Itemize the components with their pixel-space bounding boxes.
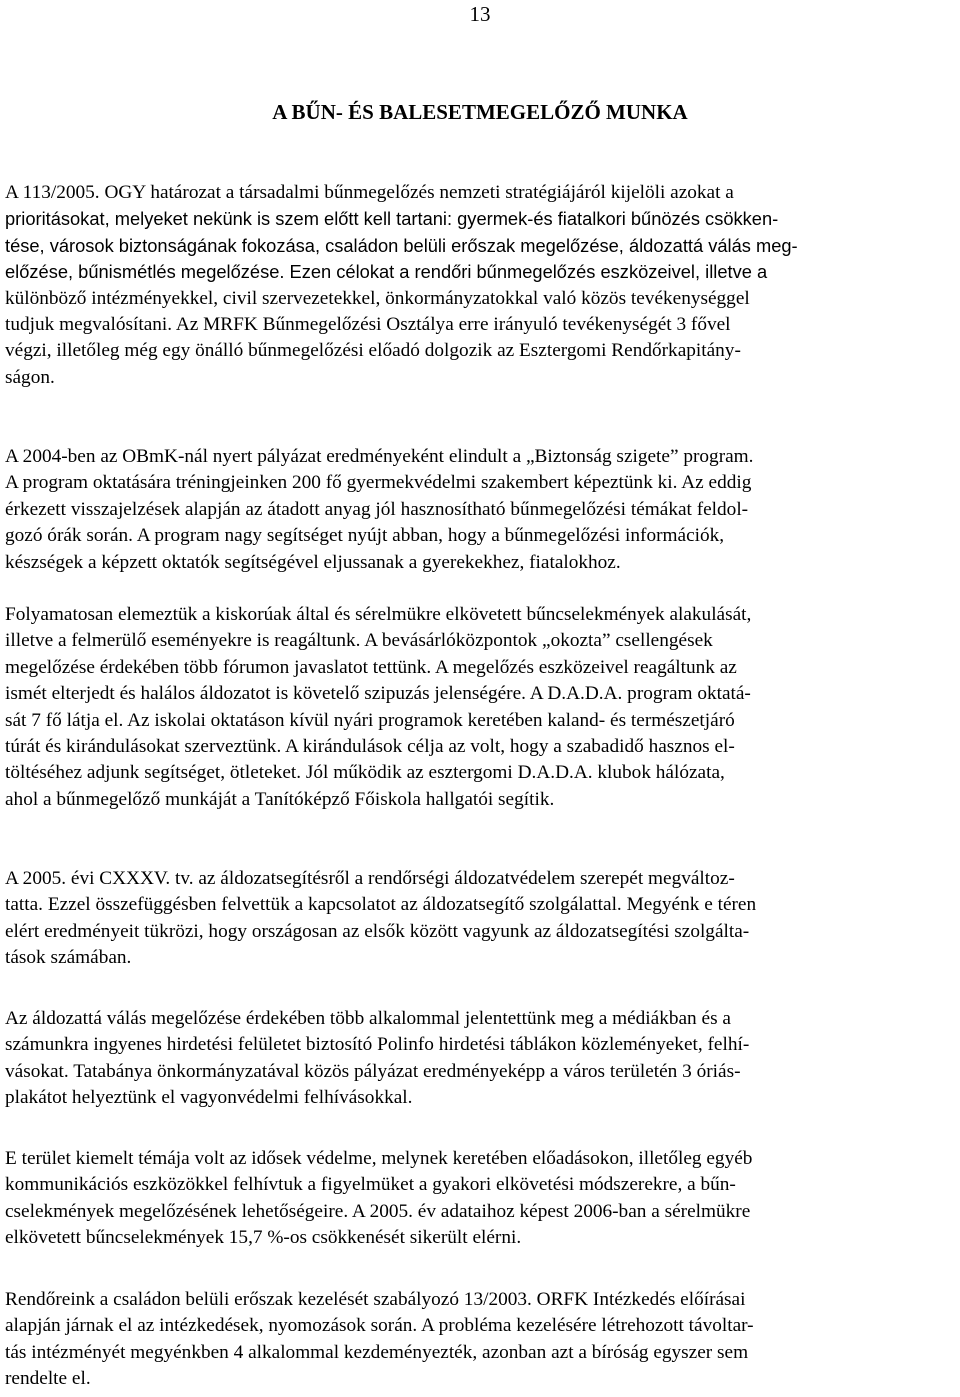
text-line: A 2004-ben az OBmK-nál nyert pályázat eredményeként elindult a „Biztonság szigete” program. — [5, 446, 754, 467]
text-line: megelőzése érdekében több fórumon javaslatot tettünk. A megelőzés eszközeivel reagáltunk az — [5, 656, 737, 678]
text-line: ahol a bűnmegelőző munkáját a Tanítóképző Főiskola hallgatói segítik. — [5, 788, 555, 810]
paragraph-victim-prevention — [5, 1006, 955, 1112]
text-line: cselekmények megelőzésének lehetőségeire. A 2005. év adataihoz képest 2006-ban a sérelmükre — [5, 1200, 751, 1222]
text-line: túrát és kirándulásokat szerveztünk. A kirándulások célja az volt, hogy a szabadidő hasznos el- — [5, 736, 735, 758]
paragraph-elderly-protection — [5, 1146, 955, 1252]
text-line: prioritásokat, melyeket nekünk is szem előtt kell tartani: gyermek-és fiatalkori bűnözés csökken- — [5, 208, 779, 230]
text-line: ismét elterjedt és halálos áldozatot is követelő szipuzás jelenségére. A D.A.D.A. program oktatá- — [5, 683, 751, 705]
text-line: előzése, bűnismétlés megelőzése. Ezen célokat a rendőri bűnmegelőzés eszközeivel, illetve a — [5, 261, 768, 283]
text-line: kommunikációs eszközökkel felhívtuk a figyelmüket a gyakori elkövetési módszerekre, a bűn- — [5, 1174, 736, 1196]
text-line: illetve a felmerülő eseményekre is reagáltunk. A bevásárlóközpontok „okozta” csellengések — [5, 630, 713, 652]
text-line: tások számában. — [5, 947, 132, 969]
text-line: Folyamatosan elemeztük a kiskorúak által és sérelmükre elkövetett bűncselekmények alakulását, — [5, 604, 752, 625]
text-line: Az áldozattá válás megelőzése érdekében több alkalommal jelentettünk meg a médiákban és a — [5, 1008, 731, 1029]
text-line: készségek a képzett oktatók segítségével eljussanak a gyerekekhez, fiatalokhoz. — [5, 551, 621, 573]
text-line: E terület kiemelt témája volt az idősek védelme, melynek keretében előadásokon, illetőleg egyéb — [5, 1148, 753, 1169]
text-line: ságon. — [5, 366, 55, 388]
text-line: A program oktatására tréningjeinken 200 fő gyermekvédelmi szakembert képeztünk ki. Az eddig — [5, 472, 752, 494]
text-line: rendelte el. — [5, 1368, 91, 1390]
text-line: elért eredményeit tükrözi, hogy országosan az elsők között vagyunk az áldozatsegítési szolgálta- — [5, 920, 750, 942]
text-line: tése, városok biztonságának fokozása, családon belüli erőszak megelőzése, áldozattá válás meg- — [5, 234, 798, 256]
text-line: vásokat. Tatabánya önkormányzatával közös pályázat eredményeképp a város területén 3 óriás- — [5, 1060, 741, 1082]
text-line: számunkra ingyenes hirdetési felületet biztosító Polinfo hirdetési táblákon közleményeket, felhí- — [5, 1034, 750, 1056]
paragraph-biztonsag-szigete — [5, 444, 955, 576]
page-title: A BŰN- ÉS BALESETMEGELŐZŐ MUNKA — [272, 100, 688, 124]
text-line: végzi, illetőleg még egy önálló bűnmegelőzési előadó dolgozik az Esztergomi Rendőrkapitány- — [5, 340, 741, 362]
text-line: A 2005. évi CXXXV. tv. az áldozatsegítésről a rendőrségi áldozatvédelem szerepét megváltoz- — [5, 868, 735, 889]
text-line: Rendőreink a családon belüli erőszak kezelését szabályozó 13/2003. ORFK Intézkedés előírásai — [5, 1289, 746, 1310]
text-line: A 113/2005. OGY határozat a társadalmi bűnmegelőzés nemzeti stratégiájáról kijelöli azokat a — [5, 182, 734, 203]
text-line: tás intézményét megyénkben 4 alkalommal kezdeményezték, azonban azt a bíróság egyszer sem — [5, 1341, 749, 1363]
paragraph-domestic-violence — [5, 1287, 955, 1393]
text-line: gozó órák során. A program nagy segítséget nyújt abban, hogy a bűnmegelőzési információk, — [5, 525, 725, 547]
text-line: elkövetett bűncselekmények 15,7 %-os csökkenését sikerült elérni. — [5, 1227, 522, 1249]
text-line: alapján járnak el az intézkedések, nyomozások során. A probléma kezelésére létrehozott távoltar- — [5, 1315, 754, 1337]
text-line: töltéséhez adjunk segítséget, ötleteket. Jól működik az esztergomi D.A.D.A. klubok hálózata, — [5, 762, 725, 784]
page-number: 13 — [469, 2, 491, 26]
paragraph-victim-support — [5, 866, 955, 972]
text-line: érkezett visszajelzések alapján az átadott anyag jól hasznosítható bűnmegelőzési témákat feldol- — [5, 498, 749, 520]
text-line: különböző intézményekkel, civil szervezetekkel, önkormányzatokkal való közös tevékenységgel — [5, 287, 750, 309]
text-line: tatta. Ezzel összefüggésben felvettük a kapcsolatot az áldozatsegítő szolgálattal. Megyénk e téren — [5, 894, 757, 916]
text-line: tudjuk megvalósítani. Az MRFK Bűnmegelőzési Osztálya erre irányuló tevékenységét 3 fővel — [5, 314, 731, 336]
paragraph-juvenile-crime — [5, 602, 955, 813]
text-line: plakátot helyeztünk el vagyonvédelmi felhívásokkal. — [5, 1087, 413, 1109]
text-line: sát 7 fő látja el. Az iskolai oktatáson kívül nyári programok keretében kaland- és természetjáró — [5, 709, 735, 731]
paragraph-ogy-strategy — [5, 180, 955, 391]
